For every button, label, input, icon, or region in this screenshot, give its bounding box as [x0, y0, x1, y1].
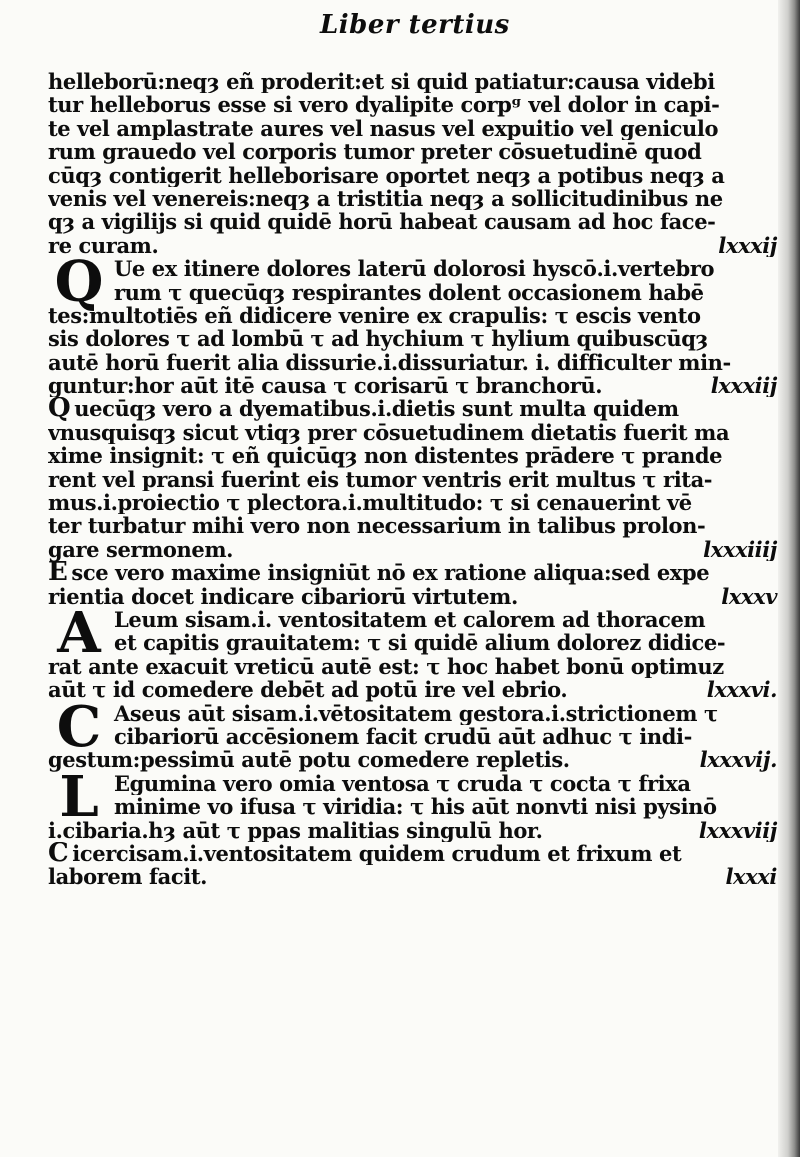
drop-initial: C [56, 693, 102, 760]
text-line: Aseus aūt sisam.i.vētositatem gestora.i.strictionem τ [114, 701, 718, 725]
text-line: cibariorū accēsionem facit crudū aūt adhuc τ indi- [114, 724, 692, 749]
text-line: autē horū fuerit alia dissurie.i.dissuriatur. i. difficulter min- [48, 350, 731, 375]
initial-letter: E [48, 561, 68, 585]
line-text: gestum:pessimū autē potu comedere repletis. [48, 748, 570, 772]
text-line-last [48, 865, 781, 888]
paragraph [48, 397, 781, 561]
initial-letter: Q [48, 397, 71, 421]
text-line: rent vel pransi fuerint eis tumor ventris erit multus τ rita- [48, 467, 713, 492]
text-line: xime insignit: τ eñ quicūqȝ non distentes prādere τ prande [48, 444, 723, 468]
text-line: Leum sisam.i. ventositatem et calorem ad thoracem [114, 607, 706, 632]
text-line-last [48, 374, 781, 397]
text-line: qȝ a vigilijs si quid quidē horū habeat causam ad hoc face- [48, 210, 716, 234]
section-number: lxxxvi. [706, 678, 777, 702]
text-line [48, 397, 781, 420]
section-number: lxxxij [718, 233, 777, 258]
text-line [48, 842, 781, 865]
line-text: guntur:hor aūt itē causa τ corisarū τ branchorū. [48, 374, 603, 398]
drop-initial: Q [54, 249, 104, 316]
section-number: lxxxi [725, 865, 777, 889]
paragraph [48, 561, 781, 608]
text-line: vnusquisqȝ sicut vtiqȝ prer cōsuetudinem dietatis fuerit ma [48, 420, 730, 445]
text-line-last [48, 748, 781, 771]
line-text: sce vero maxime insigniūt nō ex ratione aliqua:sed expe [71, 561, 710, 585]
section-number: lxxxviij [698, 818, 777, 842]
text-line: ter turbatur mihi vero non necessarium in talibus prolon- [48, 514, 706, 538]
text-line: te vel amplastrate aures vel nasus vel expuitio vel geniculo [48, 116, 719, 141]
text-line [48, 561, 781, 584]
text-line: venis vel venereis:neqȝ a tristitia neqȝ a sollicitudinibus ne [48, 186, 723, 211]
running-head: Liber tertius [320, 10, 510, 40]
line-text: uecūqȝ vero a dyematibus.i.dietis sunt multa quidem [74, 397, 679, 421]
section-number: lxxxiij [710, 374, 777, 398]
text-line: helleborū:neqȝ eñ proderit:et si quid patiatur:causa videbi [48, 70, 715, 94]
paragraph [48, 249, 781, 398]
text-line: rat ante exacuit vreticū autē est: τ hoc habet bonū optimuz [48, 654, 724, 679]
initial-letter: C [48, 841, 69, 866]
line-text: icercisam.i.ventositatem quidem crudum et frixum et [72, 841, 682, 866]
paragraph [48, 763, 781, 842]
text-line: rum τ quecūqȝ respirantes dolent occasionem habē [114, 280, 704, 304]
text-line: Ue ex itinere dolores laterū dolorosi hyscō.i.vertebro [114, 257, 715, 281]
section-number: lxxxiiij [703, 537, 777, 562]
line-text: aūt τ id comedere debēt ad potū ire vel ebrio. [48, 678, 568, 702]
line-text: i.cibaria.hȝ aūt τ ppas malitias singulū hor. [48, 818, 543, 842]
text-line-last [48, 678, 781, 701]
paragraph [48, 693, 781, 772]
section-number: lxxxv [721, 584, 777, 608]
text-line: mus.i.proiectio τ plectora.i.multitudo: τ si cenauerint vē [48, 491, 692, 515]
text-line: tes:multotiēs eñ didicere venire ex crapulis: τ escis vento [48, 303, 701, 328]
text-line: cūqȝ contigerit helleborisare oportet neqȝ a potibus neqȝ a [48, 163, 725, 187]
line-text: rientia docet indicare cibariorū virtutem. [48, 584, 518, 608]
paragraph [48, 599, 781, 702]
text-line: minime vo ifusa τ viridia: τ his aūt nonvti nisi pysinō [114, 795, 717, 819]
text-line-last [48, 585, 781, 608]
text-line-last [48, 819, 781, 842]
page-edge-shadow [778, 0, 800, 1157]
line-text: laborem facit. [48, 865, 208, 889]
text-line: Egumina vero omia ventosa τ cruda τ cocta τ frixa [114, 771, 691, 796]
line-text: gare sermonem. [48, 537, 234, 562]
text-body [48, 70, 781, 889]
line-text: re curam. [48, 233, 159, 258]
section-number: lxxxvij. [699, 748, 777, 772]
text-line-last [48, 538, 781, 561]
paragraph [48, 842, 781, 889]
drop-initial: L [59, 763, 99, 830]
text-line: et capitis grauitatem: τ si quidē alium dolorez didice- [114, 631, 726, 655]
text-line: tur helleborus esse si vero dyalipite corpᵍ vel dolor in capi- [48, 93, 720, 117]
paragraph [48, 70, 781, 257]
text-line: rum grauedo vel corporis tumor preter cōsuetudinē quod [48, 140, 702, 164]
drop-initial: A [57, 599, 101, 666]
text-line-last [48, 234, 781, 257]
text-line: sis dolores τ ad lombū τ ad hychium τ hylium quibuscūqȝ [48, 327, 708, 351]
